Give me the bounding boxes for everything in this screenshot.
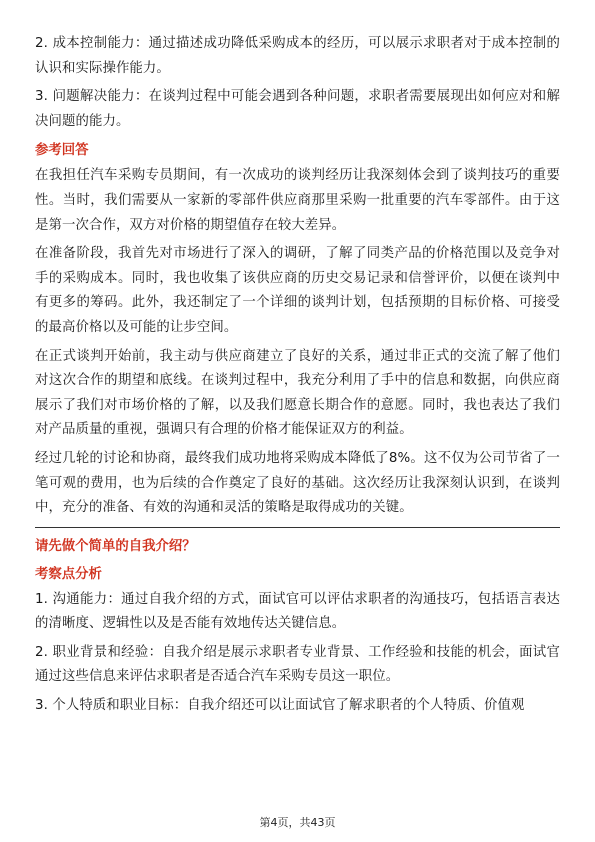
list-item: 3. 问题解决能力：在谈判过程中可能会遇到各种问题，求职者需要展现出如何应对和解决问题的能力。: [35, 89, 560, 129]
answer-paragraph: 在正式谈判开始前，我主动与供应商建立了良好的关系，通过非正式的交流了解了他们对这次合作的期望和底线。在谈判过程中，我充分利用了手中的信息和数据，向供应商展示了我们对市场价格的了解，以及我们愿意长期合作的意愿。同时，我也表达了我们对产品质量的重视，强调只有合理的价格才能保证双方的利益。: [35, 348, 560, 438]
document-page: [35, 32, 560, 723]
question-title: 请先做个简单的自我介绍？: [35, 538, 196, 554]
list-item: 2. 成本控制能力：通过描述成功降低采购成本的经历，可以展示求职者对于成本控制的认识和实际操作能力。: [35, 36, 560, 76]
answer-paragraph: 在我担任汽车采购专员期间，有一次成功的谈判经历让我深刻体会到了谈判技巧的重要性。当时，我们需要从一家新的零部件供应商那里采购一批重要的汽车零部件。由于这是第一次合作，双方对价格的期望值存在较大差异。: [35, 168, 560, 233]
analysis-heading: 考察点分析: [35, 566, 102, 582]
list-item: 2. 职业背景和经验：自我介绍是展示求职者专业背景、工作经验和技能的机会，面试官通过这些信息来评估求职者是否适合汽车采购专员这一职位。: [35, 644, 560, 685]
list-item: 3. 个人特质和职业目标：自我介绍还可以让面试官了解求职者的个人特质、价值观: [35, 698, 525, 714]
list-item: 1. 沟通能力：通过自我介绍的方式，面试官可以评估求职者的沟通技巧，包括语言表达的清晰度、逻辑性以及是否能有效地传达关键信息。: [35, 591, 560, 632]
section-divider: [35, 527, 560, 528]
answer-paragraph: 在准备阶段，我首先对市场进行了深入的调研，了解了同类产品的价格范围以及竞争对手的采购成本。同时，我也收集了该供应商的历史交易记录和信誉评价，以便在谈判中有更多的筹码。此外，我还制定了一个详细的谈判计划，包括预期的目标价格、可接受的最高价格以及可能的让步空间。: [35, 246, 560, 335]
answer-paragraph: 经过几轮的讨论和协商，最终我们成功地将采购成本降低了8%。这不仅为公司节省了一笔可观的费用，也为后续的合作奠定了良好的基础。这次经历让我深刻认识到，在谈判中，充分的准备、有效的沟通和灵活的策略是取得成功的关键。: [35, 450, 560, 516]
page-number: 第4页，共43页: [259, 816, 336, 829]
answer-heading: 参考回答: [35, 143, 89, 159]
